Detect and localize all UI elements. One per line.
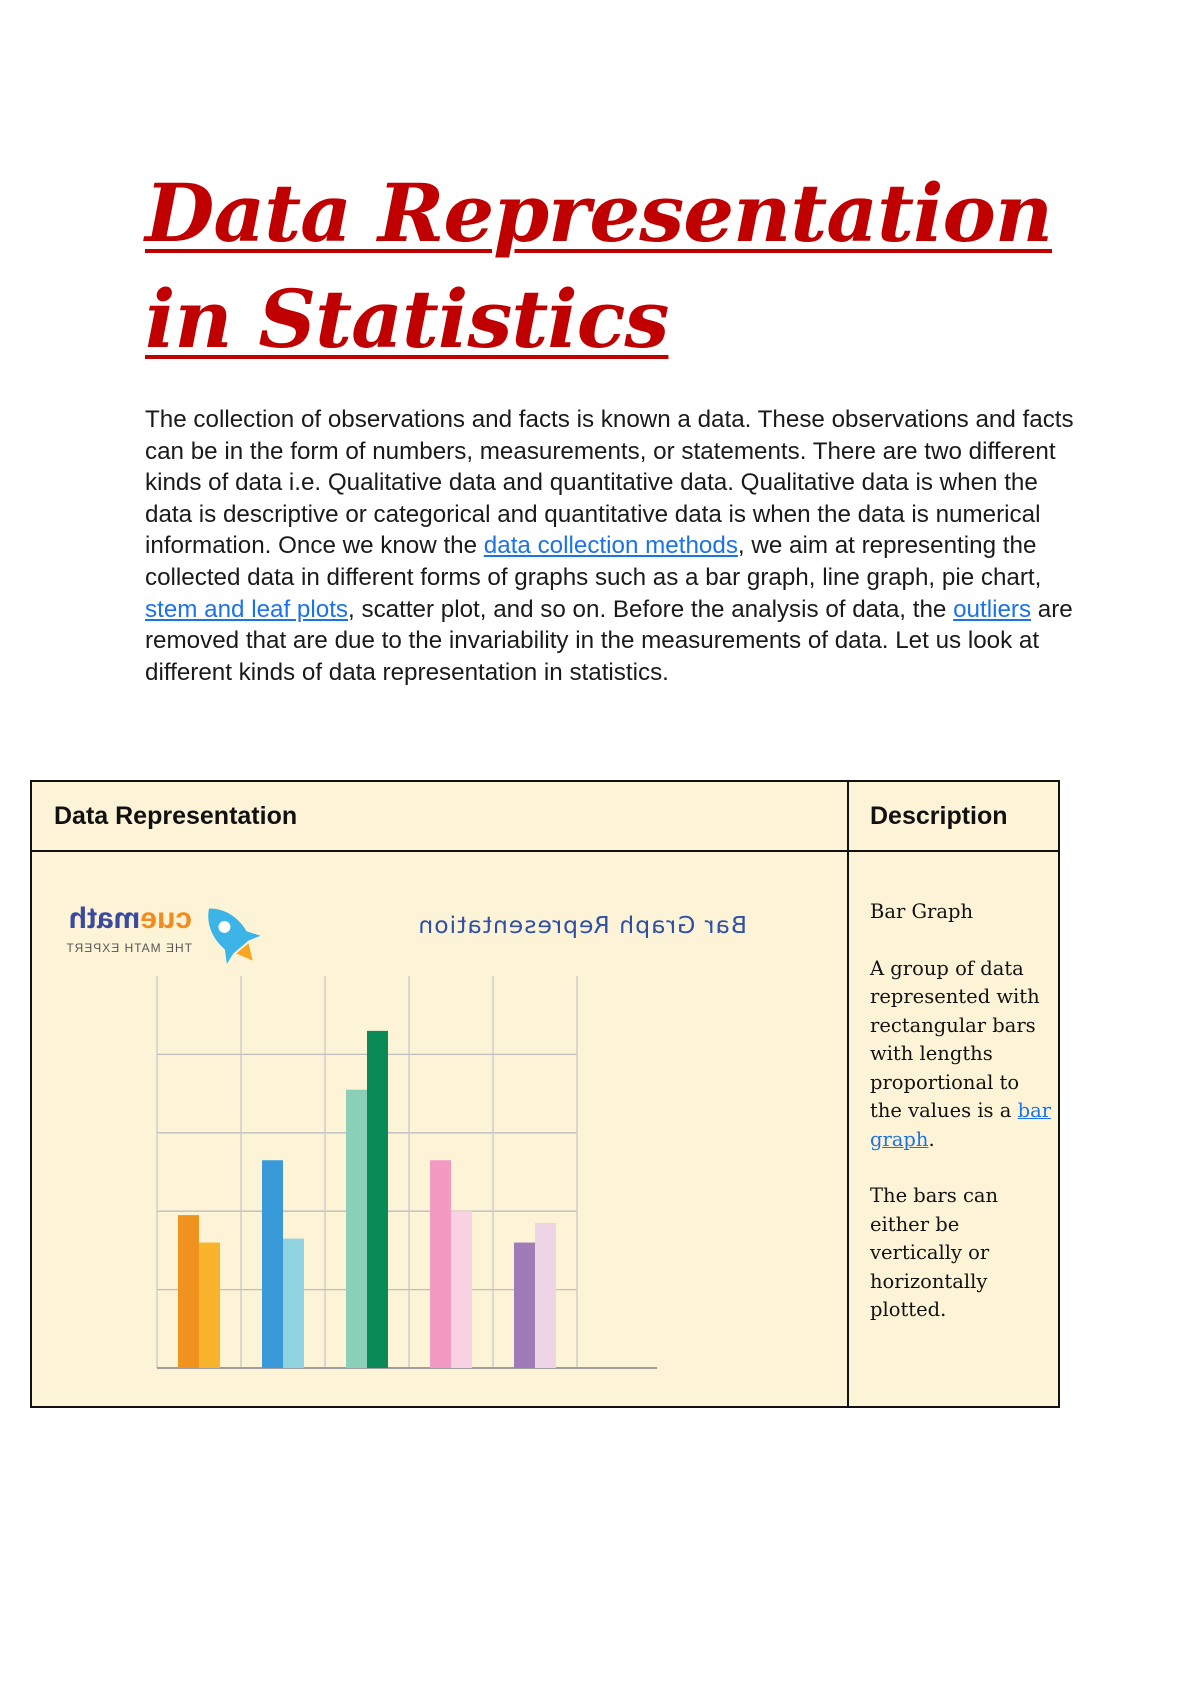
bar — [178, 1215, 199, 1368]
column-divider — [847, 782, 849, 1406]
description-text-part: A group of data represented with rectangular bars with lengths proportional to the values is a — [870, 956, 1040, 1122]
table-header-description: Description — [848, 782, 1060, 852]
bar — [430, 1160, 451, 1368]
intro-text: , we aim at representing the collected data in different forms of graphs such as a bar graph, line graph, pie chart, — [145, 532, 1042, 591]
description-title: Bar Graph — [870, 900, 974, 923]
intro-paragraph — [145, 404, 1075, 688]
description-text — [870, 955, 1052, 1155]
bar-graph-description — [870, 898, 1052, 1353]
table-header-representation: Data Representation — [32, 782, 848, 852]
bar — [199, 1243, 220, 1368]
brand-logo — [69, 902, 192, 935]
bar — [535, 1223, 556, 1368]
data-representation-table — [30, 780, 1060, 1408]
bar — [451, 1211, 472, 1368]
chart-heading: Bar Graph Representation — [417, 911, 747, 939]
rocket-icon — [192, 894, 269, 974]
brand-logo-math: math — [68, 902, 141, 935]
description-text-end: . — [928, 1127, 935, 1151]
bar-graph-link[interactable]: bar graph — [870, 1099, 1052, 1151]
bar-graph-svg — [52, 870, 832, 1390]
bar — [346, 1090, 367, 1368]
description-note: The bars can either be vertically or horizontally plotted. — [870, 1184, 999, 1321]
bar — [283, 1239, 304, 1368]
intro-text: , scatter plot, and so on. Before the analysis of data, the — [348, 595, 954, 623]
intro-text: are removed that are due to the invariability in the measurements of data. Let us look at different kinds of data representation in statistics. — [145, 595, 1073, 686]
intro-link[interactable]: outliers — [953, 595, 1032, 623]
bar — [262, 1160, 283, 1368]
bar — [367, 1031, 388, 1368]
intro-link[interactable]: data collection methods — [483, 532, 738, 560]
page-title: Data Representation in Statistics — [145, 166, 1052, 366]
intro-link[interactable]: stem and leaf plots — [145, 595, 349, 623]
brand-tagline: THE MATH EXPERT — [65, 941, 192, 955]
bar-graph-illustration — [52, 870, 832, 1390]
intro-text: The collection of observations and facts is known a data. These observations and facts can be in the form of numbers, measurements, or statements. There are two different kinds of data i.e. Qualitative data and quantitative data. Qualitative data is when the data is descriptive or categorical and quantitative data is when the data is numerical information. Once we know the — [145, 406, 1074, 560]
brand-logo-cue: cue — [140, 902, 192, 935]
bar — [514, 1243, 535, 1368]
